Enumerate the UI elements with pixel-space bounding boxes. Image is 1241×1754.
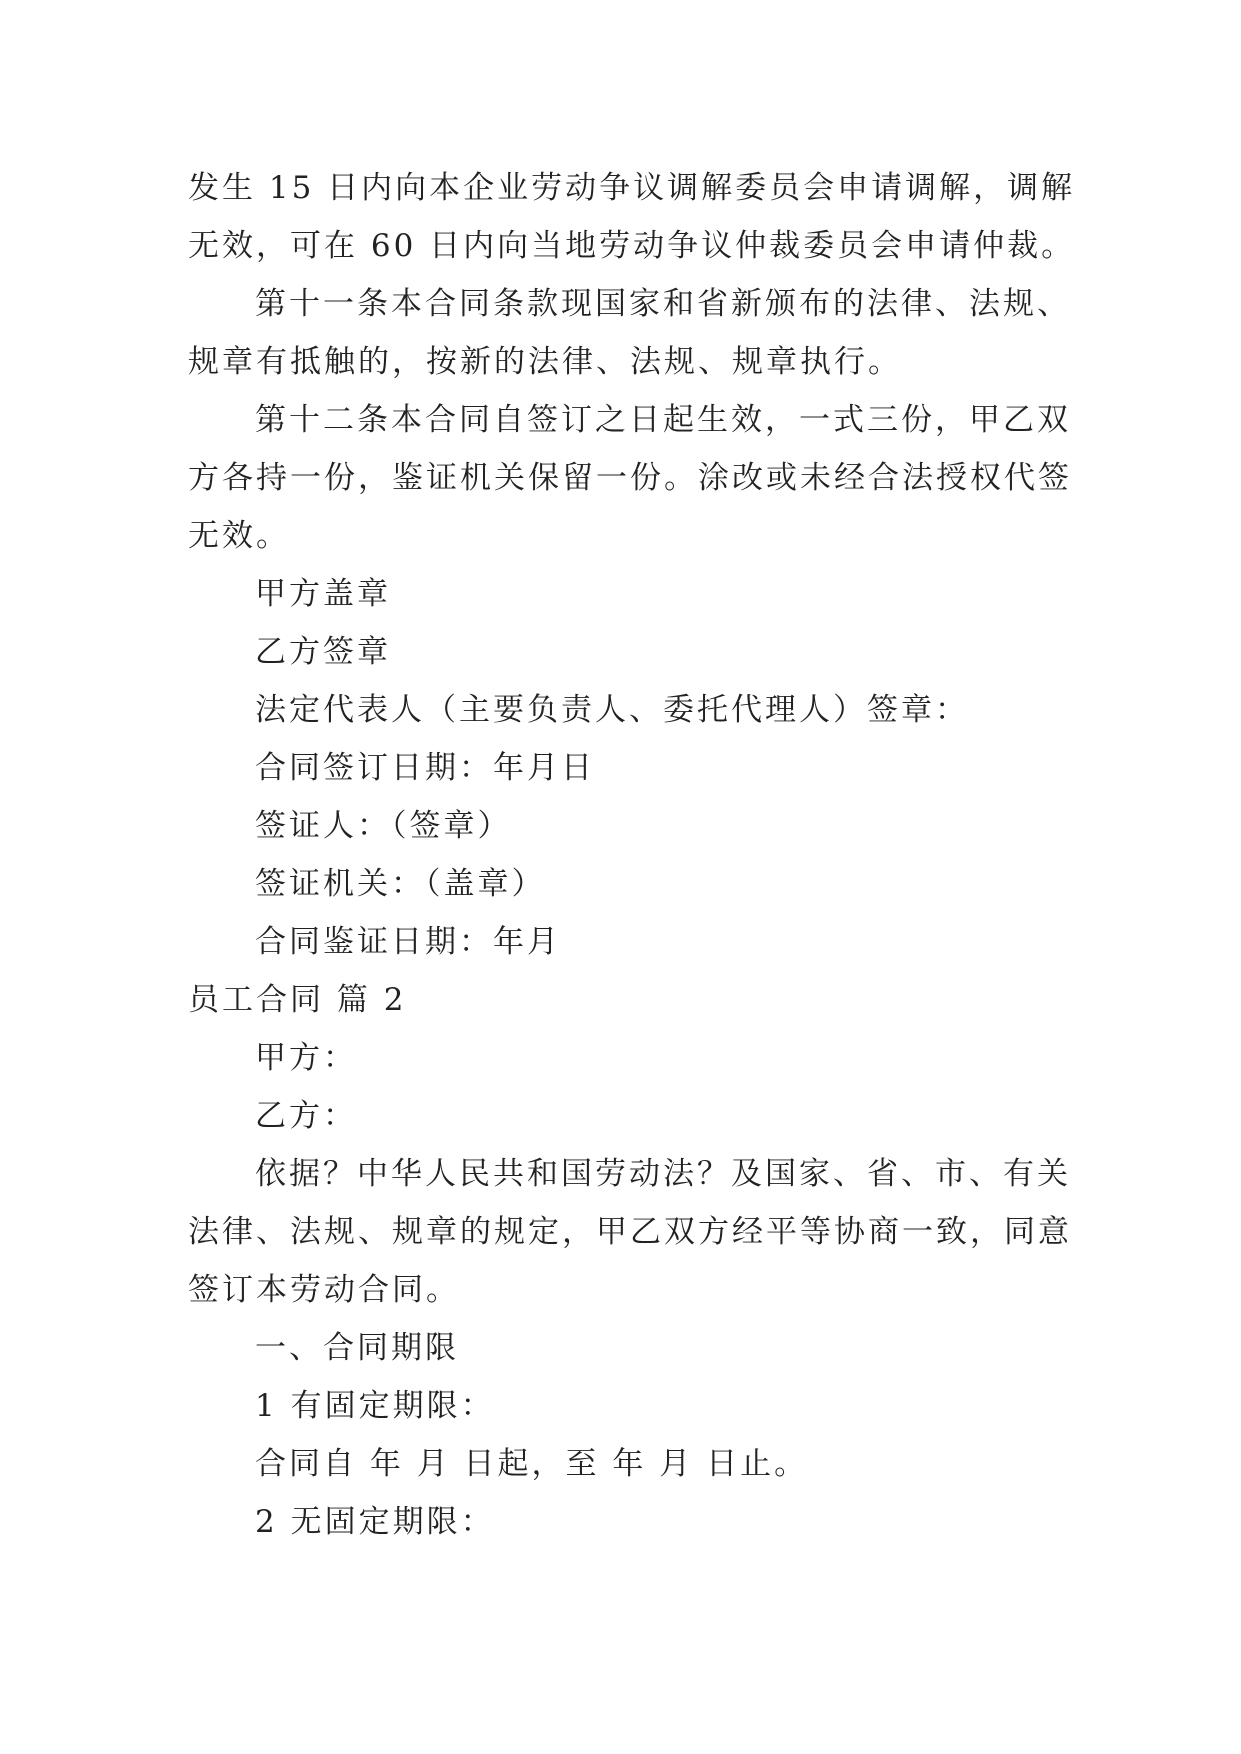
text-line: 签订本劳动合同。 [188,1272,460,1308]
fixed-term-item: 1 有固定期限： [255,1388,495,1424]
signing-date-label: 合同签订日期：年月日 [255,750,595,786]
contract-term-heading: 一、合同期限 [255,1330,459,1366]
open-term-item: 2 无固定期限： [255,1504,495,1540]
text-line: 法律、法规、规章的规定，甲乙双方经平等协商一致，同意 [188,1214,1072,1250]
party-b-label: 乙方： [255,1098,357,1134]
contract-period-line: 合同自 年 月 日起，至 年 月 日止。 [255,1446,809,1482]
party-a-label: 甲方： [255,1040,357,1076]
text-line: 无效，可在 60 日内向当地劳动争议仲裁委员会申请仲裁。 [188,228,1076,264]
text-line: 方各持一份，鉴证机关保留一份。涂改或未经合法授权代签 [188,460,1072,496]
legal-rep-seal-label: 法定代表人（主要负责人、委托代理人）签章： [255,692,969,728]
party-b-seal-label: 乙方签章 [255,634,391,670]
text-line: 发生 15 日内向本企业劳动争议调解委员会申请调解，调解 [188,170,1076,206]
text-line: 规章有抵触的，按新的法律、法规、规章执行。 [188,344,902,380]
basis-paragraph-line: 依据？中华人民共和国劳动法？及国家、省、市、有关 [255,1156,1071,1192]
witness-label: 签证人：（签章） [255,808,512,844]
article-11-line: 第十一条本合同条款现国家和省新颁布的法律、法规、 [255,286,1071,322]
article-12-line: 第十二条本合同自签订之日起生效，一式三份，甲乙双 [255,402,1071,438]
party-a-seal-label: 甲方盖章 [255,576,391,612]
text-line: 无效。 [188,518,290,554]
authority-label: 签证机关：（盖章） [255,866,546,902]
section-heading: 员工合同 篇 2 [188,982,407,1018]
verification-date-label: 合同鉴证日期：年月 [255,924,561,960]
